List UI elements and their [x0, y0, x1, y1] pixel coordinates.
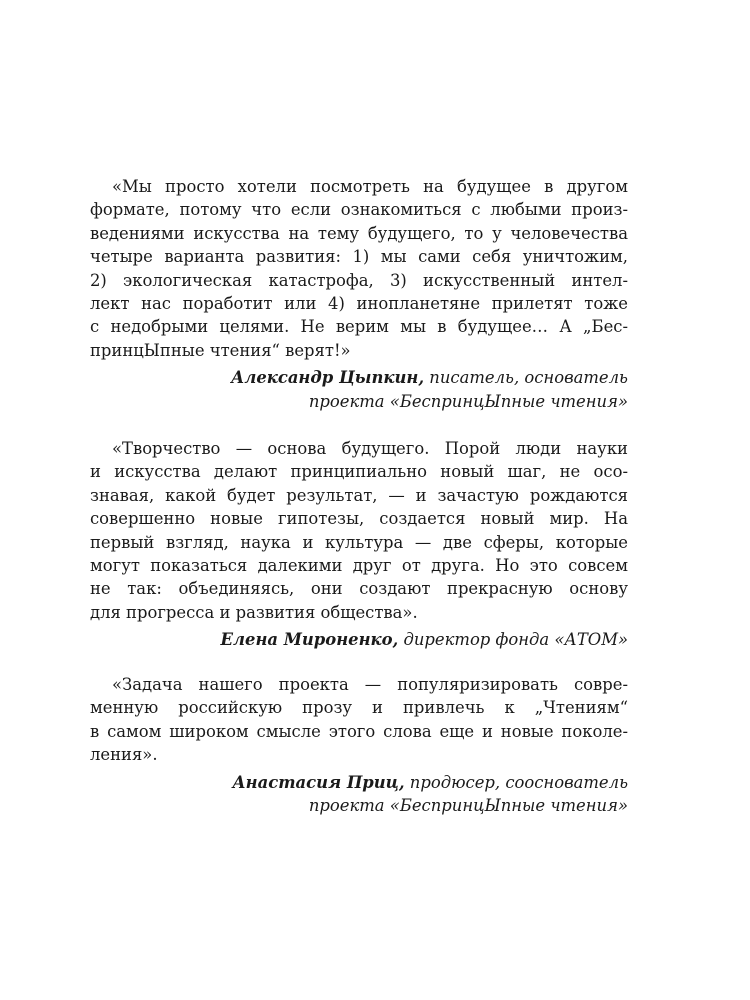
- quote-line: первый взгляд, наука и культура — две сферы, которые: [90, 532, 628, 552]
- quote-block-1: [90, 175, 628, 413]
- author-name: Елена Мироненко: [220, 630, 393, 650]
- attribution: [90, 366, 628, 413]
- quote-line: с недобрыми целями. Не верим мы в будущее… А „Бес-: [90, 317, 628, 337]
- attribution-line: [90, 771, 628, 794]
- quote-line: «Задача нашего проекта — популяризировать совре-: [112, 675, 628, 694]
- quote-line: формате, потому что если ознакомиться с любыми произ-: [90, 200, 628, 220]
- quote-line: совершенно новые гипотезы, создается новый мир. На: [90, 509, 628, 529]
- quote-line: менную российскую прозу и привлечь к „Чтениям“: [90, 698, 628, 718]
- quote-line: «Мы просто хотели посмотреть на будущее в другом: [112, 177, 628, 196]
- quote-line: знавая, какой будет результат, — и зачастую рождаются: [90, 485, 628, 505]
- quote-line: для прогресса и развития общества».: [90, 602, 418, 622]
- attribution: [90, 771, 628, 818]
- author-suffix: ,: [392, 630, 399, 650]
- quote-line: не так: объединяясь, они создают прекрасную основу: [90, 579, 628, 599]
- quote-line: «Творчество — основа будущего. Порой люди науки: [112, 439, 628, 458]
- author-suffix: ,: [418, 368, 425, 388]
- quote-line: четыре варианта развития: 1) мы сами себя уничтожим,: [90, 247, 628, 267]
- attribution: [90, 628, 628, 651]
- quote-line: и искусства делают принципиально новый шаг, не осо-: [90, 462, 628, 482]
- quote-line: принцЫпные чтения“ верят!»: [90, 340, 351, 360]
- quote-block-3: [90, 673, 628, 817]
- author-role-line-2: проекта «БеспринцЫпные чтения»: [308, 795, 628, 815]
- quote-line: могут показаться далекими друг от друга. Но это совсем: [90, 555, 628, 575]
- attribution-line: [90, 628, 628, 651]
- quote-line: лект нас поработит или 4) инопланетяне прилетят тоже: [90, 293, 628, 313]
- author-role: продюсер, сооснователь: [404, 772, 628, 792]
- author-role: писатель, основатель: [424, 368, 628, 388]
- attribution-line: [90, 366, 628, 389]
- author-role-line-2: проекта «БеспринцЫпные чтения»: [308, 391, 628, 411]
- quote-line: ления».: [90, 745, 158, 765]
- author-suffix: ,: [398, 772, 405, 792]
- author-role: директор фонда «АТОМ»: [398, 630, 628, 650]
- quote-line: в самом широком смысле этого слова еще и новые поколе-: [90, 721, 628, 741]
- quote-line: ведениями искусства на тему будущего, то у человечества: [90, 223, 628, 243]
- quote-block-2: [90, 437, 628, 652]
- author-name: Анастасия Приц: [232, 772, 399, 792]
- author-name: Александр Цыпкин: [230, 368, 419, 388]
- quote-line: 2) экологическая катастрофа, 3) искусственный интел-: [90, 270, 628, 290]
